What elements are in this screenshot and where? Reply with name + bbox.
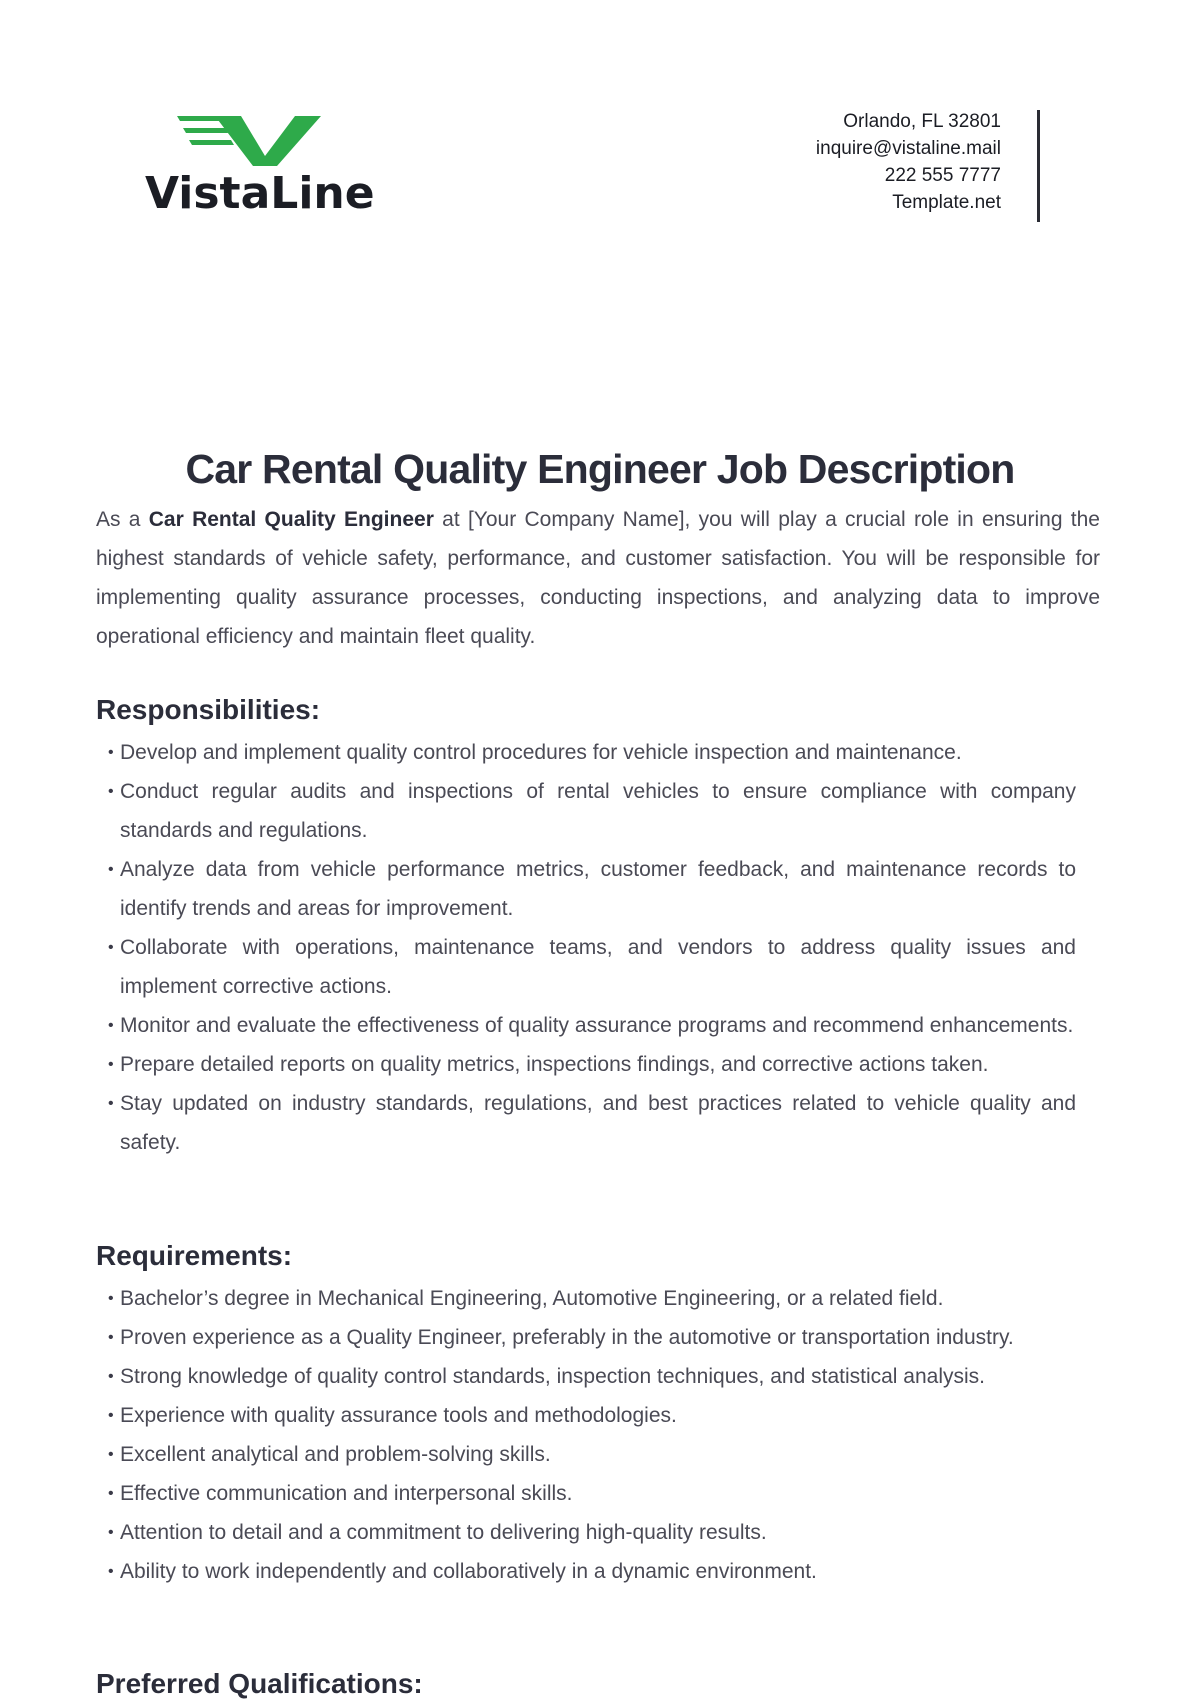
contact-divider	[1037, 110, 1040, 222]
list-item: • Monitor and evaluate the effectiveness of quality assurance programs and recommend enhancements.	[108, 1006, 1076, 1045]
list-item: • Proven experience as a Quality Engineer, preferably in the automotive or transportation industry.	[108, 1318, 1076, 1357]
list-item: • Excellent analytical and problem-solving skills.	[108, 1435, 1076, 1474]
company-logo	[145, 112, 375, 222]
intro-paragraph	[96, 500, 1100, 656]
list-item: • Experience with quality assurance tools and methodologies.	[108, 1396, 1076, 1435]
list-item: • Analyze data from vehicle performance metrics, customer feedback, and maintenance records to identify trends and areas for improvement.	[108, 850, 1076, 928]
contact-website[interactable]: Template.net	[892, 192, 1001, 213]
responsibilities-heading: Responsibilities:	[96, 694, 321, 725]
list-item: • Attention to detail and a commitment to delivering high-quality results.	[108, 1513, 1076, 1552]
responsibilities-list	[108, 733, 1076, 1162]
contact-email[interactable]: inquire@vistaline.mail	[815, 138, 1001, 159]
list-item: • Strong knowledge of quality control standards, inspection techniques, and statistical analysis.	[108, 1357, 1076, 1396]
requirements-heading: Requirements:	[96, 1240, 293, 1271]
list-item: • Effective communication and interpersonal skills.	[108, 1474, 1076, 1513]
contact-block	[816, 108, 1001, 216]
list-item: • Bachelor’s degree in Mechanical Engineering, Automotive Engineering, or a related field.	[108, 1279, 1076, 1318]
list-item: • Collaborate with operations, maintenance teams, and vendors to address quality issues and implement corrective actions.	[108, 928, 1076, 1006]
list-item: • Develop and implement quality control procedures for vehicle inspection and maintenance.	[108, 733, 1076, 772]
list-item: • Stay updated on industry standards, regulations, and best practices related to vehicle quality and safety.	[108, 1084, 1076, 1162]
list-item: • Conduct regular audits and inspections of rental vehicles to ensure compliance with company standards and regulations.	[108, 772, 1076, 850]
logo-wordmark: VistaLine	[145, 168, 375, 219]
logo-mark-icon	[145, 112, 325, 168]
list-item: • Ability to work independently and collaboratively in a dynamic environment.	[108, 1552, 1076, 1591]
document-title: Car Rental Quality Engineer Job Description	[185, 446, 1015, 492]
list-item: • Prepare detailed reports on quality metrics, inspections findings, and corrective actions taken.	[108, 1045, 1076, 1084]
intro-prefix: As a	[96, 508, 149, 531]
contact-phone: 222 555 7777	[884, 165, 1001, 186]
intro-text: at [Your Company Name], you will play a crucial role in ensuring the highest standards of vehicle safety, performance, and customer satisfaction. You will be responsible for implementing quality assurance processes, conducting inspections, and analyzing data to improve operational efficiency and maintain fleet quality.	[96, 508, 1100, 648]
preferred-heading: Preferred Qualifications:	[96, 1668, 423, 1699]
intro-role: Car Rental Quality Engineer	[148, 508, 434, 531]
contact-address: Orlando, FL 32801	[843, 111, 1001, 132]
requirements-list	[108, 1279, 1076, 1591]
